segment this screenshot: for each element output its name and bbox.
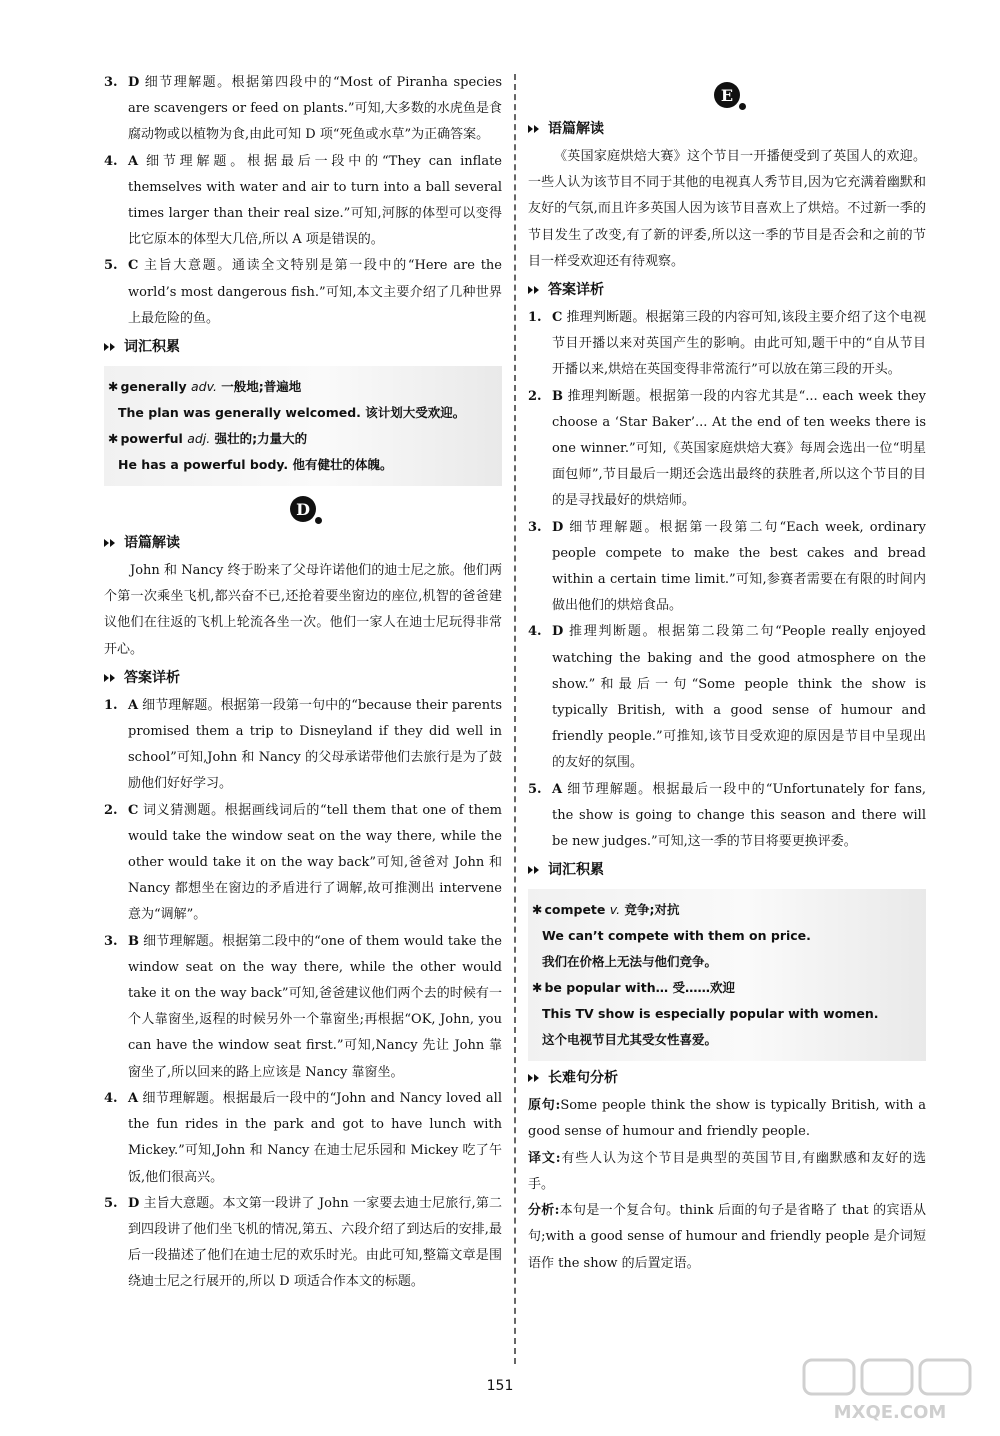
answer-explanation: 词义猜测题。根据画线词后的“tell them that one of them would take the window seat on the way there, while the other would take it on the way back”可知,爸爸对 John 和 Nancy 都想坐在窗边的矛盾进行了调解,故可推测出 intervene 意为“调解”。 xyxy=(128,802,502,923)
answer-explanation: 细节理解题。根据第二段中的“one of them would take the window seat on the way there, while the other would take it on the way back”可知,爸爸建议他们两个去的时候有一个人靠窗坐,返程的时候另外一个靠窗坐;再根据“OK, John, you can have the window seat first.”可知,Nancy 先让 John 靠窗坐了,所以回来的路上应该是 Nancy 靠窗坐。 xyxy=(128,933,502,1080)
page-number: 151 xyxy=(486,1378,514,1394)
column-divider xyxy=(514,74,516,1364)
analysis-text: 本句是一个复合句。think 后面的句子是省略了 that 的宾语从句;with a good sense of humour and friendly people 是介词短语作 the show 的后置定语。 xyxy=(528,1203,926,1271)
watermark-logo xyxy=(800,1356,980,1426)
answer-item xyxy=(104,253,502,332)
answer-letter: A xyxy=(552,781,563,797)
section-title-analysis xyxy=(528,1065,926,1091)
section-title-reading xyxy=(104,530,502,556)
answer-item xyxy=(528,515,926,620)
answer-letter: C xyxy=(552,310,563,326)
asterisk-icon: ✱ xyxy=(108,431,119,447)
vocab-example: This TV show is especially popular with women. xyxy=(542,1006,879,1022)
passage-badge-d xyxy=(290,496,316,522)
section-title-vocab xyxy=(104,334,502,360)
vocab-box xyxy=(528,889,926,1061)
vocab-pos: adv. xyxy=(190,379,217,395)
item-number: 4. xyxy=(528,624,542,640)
answer-explanation: 主旨大意题。本文第一段讲了 John 一家要去迪士尼旅行,第二到四段讲了他们坐飞机的情况,第五、六段介绍了到达后的安排,最后一段描述了他们在迪士尼的欢乐时光。由此可知,整篇文章是围绕迪士尼之行展开的,所以 D 项适合作本文的标题。 xyxy=(128,1195,502,1290)
answer-letter: A xyxy=(128,697,139,713)
section-title-label: 长难句分析 xyxy=(548,1070,618,1087)
analysis-explanation xyxy=(528,1198,926,1277)
answer-item xyxy=(528,777,926,856)
answer-item xyxy=(528,305,926,384)
analysis-text: 有些人认为这个节目是典型的英国节目,有幽默感和友好的选手。 xyxy=(528,1150,926,1192)
answer-item xyxy=(104,1191,502,1296)
section-title-reading xyxy=(528,116,926,142)
analysis-original xyxy=(528,1093,926,1145)
vocab-entry xyxy=(532,975,920,1001)
answer-item xyxy=(104,693,502,798)
watermark-text: MXQE.COM xyxy=(833,1402,947,1423)
vocab-meaning: 受……欢迎 xyxy=(672,980,735,996)
vocab-entry xyxy=(108,374,496,400)
item-number: 3. xyxy=(104,933,118,949)
section-title-answers xyxy=(104,665,502,691)
item-number: 5. xyxy=(528,781,542,797)
section-title-label: 答案详析 xyxy=(548,282,604,299)
badge-letter: E xyxy=(720,85,734,105)
vocab-word: generally xyxy=(120,379,187,395)
answer-letter: A xyxy=(128,153,139,169)
answer-explanation: 细节理解题。根据最后一段中的“John and Nancy loved all the fun rides in the park and got to have lunch with Mickey.”可知,John 和 Nancy 在迪士尼乐园和 Mickey 吃了午饭,他们很高兴。 xyxy=(128,1090,502,1185)
double-arrow-icon xyxy=(528,865,542,875)
passage-badge-e xyxy=(714,82,740,108)
answer-explanation: 推理判断题。根据第三段的内容可知,该段主要介绍了这个电视节目开播以来对英国产生的影响。由此可知,题干中的“自从节目开播以来,烘焙在英国变得非常流行”可以放在第三段的开头。 xyxy=(552,310,926,378)
vocab-box xyxy=(104,366,502,486)
badge-letter: D xyxy=(296,499,310,519)
answer-item xyxy=(104,929,502,1086)
item-number: 4. xyxy=(104,1090,118,1106)
analysis-label: 分析: xyxy=(528,1203,560,1219)
section-title-vocab xyxy=(528,857,926,883)
vocab-word: compete xyxy=(544,902,606,918)
item-number: 2. xyxy=(104,802,118,818)
item-number: 5. xyxy=(104,1195,118,1211)
vocab-word: powerful xyxy=(120,431,183,447)
right-column xyxy=(528,70,926,1277)
section-title-label: 语篇解读 xyxy=(124,535,180,552)
vocab-entry xyxy=(108,426,496,452)
vocab-meaning: 强壮的;力量大的 xyxy=(214,431,308,447)
double-arrow-icon xyxy=(528,285,542,295)
analysis-translation xyxy=(528,1146,926,1198)
double-arrow-icon xyxy=(528,124,542,134)
double-arrow-icon xyxy=(104,538,118,548)
reading-summary: 《英国家庭烘焙大赛》这个节目一开播便受到了英国人的欢迎。一些人认为该节目不同于其他的电视真人秀节目,因为它充满着幽默和友好的气氛,而且许多英国人因为该节目喜欢上了烘焙。不过新一季的节目发生了改变,有了新的评委,所以这一季的节目是否会和之前的节目一样受欢迎还有待观察。 xyxy=(528,149,926,269)
answer-item xyxy=(104,798,502,929)
answer-explanation: 细节理解题。根据第一段第一句中的“because their parents promised them a trip to Disneyland if they did well in school”可知,John 和 Nancy 的父母承诺带他们去旅行是为了鼓励他们好好学习。 xyxy=(128,697,502,792)
answer-letter: D xyxy=(552,624,564,640)
section-title-label: 词汇积累 xyxy=(548,862,604,879)
vocab-meaning: 一般地;普遍地 xyxy=(221,379,302,395)
answer-explanation: 推理判断题。根据第二段第二句“People really enjoyed watching the baking and the good atmosphere on the show.”和最后一句“Some people think the show is typically British, with a good sense of humour and friendly people.”可推知,该节目受欢迎的原因是节目中呈现出的友好的氛围。 xyxy=(552,624,926,771)
vocab-example: We can’t compete with them on price. xyxy=(542,928,811,944)
answer-explanation: 细节理解题。根据第四段中的“Most of Piranha species are scavengers or feed on plants.”可知,大多数的水虎鱼是食腐动物或以植物为食,由此可知 D 项“死鱼或水草”为正确答案。 xyxy=(128,75,502,143)
answer-explanation: 推理判断题。根据第一段的内容尤其是“... each week they choose a ‘Star Baker’... At the end of ten weeks there is one winner.”可知,《英国家庭烘焙大赛》每周会选出一位“明星面包师”,节目最后一期还会选出最终的获胜者,所以这个节目的目的是寻找最好的烘焙师。 xyxy=(552,388,926,509)
answer-explanation: 细节理解题。根据最后一段中的“They can inflate themselves with water and air to turn into a ball several times larger than their real size.”可知,河豚的体型可以变得比它原本的体型大几倍,所以 A 项是错误的。 xyxy=(128,153,502,248)
analysis-label: 译文: xyxy=(528,1150,561,1166)
section-title-answers xyxy=(528,277,926,303)
vocab-example-translation: 这个电视节目尤其受女性喜爱。 xyxy=(542,1032,718,1048)
answer-item xyxy=(104,149,502,254)
item-number: 3. xyxy=(528,519,542,535)
left-column xyxy=(104,70,502,1296)
vocab-word: be popular with… xyxy=(544,980,669,996)
vocab-example: The plan was generally welcomed. 该计划大受欢迎。 xyxy=(118,405,466,421)
vocab-example-translation: 我们在价格上无法与他们竞争。 xyxy=(542,954,718,970)
vocab-meaning: 竞争;对抗 xyxy=(624,902,680,918)
answer-letter: D xyxy=(128,1195,140,1211)
answer-letter: C xyxy=(128,802,139,818)
answer-explanation: 细节理解题。根据最后一段中的“Unfortunately for fans, the show is going to change this season and there will be new judges.”可知,这一季的节目将要更换评委。 xyxy=(552,781,926,850)
reading-summary: John 和 Nancy 终于盼来了父母许诺他们的迪士尼之旅。他们两个第一次乘坐飞机,都兴奋不已,还抢着要坐窗边的座位,机智的爸爸建议他们在往返的飞机上轮流各坐一次。他们一家人在迪士尼玩得非常开心。 xyxy=(104,563,502,657)
answer-letter: D xyxy=(128,75,140,90)
section-title-label: 词汇积累 xyxy=(124,339,180,356)
answer-letter: B xyxy=(128,933,139,949)
vocab-pos: v. xyxy=(609,902,621,918)
item-number: 1. xyxy=(104,697,118,713)
item-number: 5. xyxy=(104,258,118,274)
answer-explanation: 细节理解题。根据第一段第二句“Each week, ordinary people compete to make the best cakes and bread within a certain time limit.”可知,参赛者需要在有限的时间内做出他们的烘焙食品。 xyxy=(552,519,926,614)
section-title-label: 语篇解读 xyxy=(548,121,604,137)
double-arrow-icon xyxy=(104,673,118,683)
vocab-entry xyxy=(532,897,920,923)
analysis-label: 原句: xyxy=(528,1098,561,1114)
double-arrow-icon xyxy=(104,342,118,352)
asterisk-icon: ✱ xyxy=(108,379,119,395)
item-number: 2. xyxy=(528,388,542,404)
item-number: 1. xyxy=(528,310,542,326)
asterisk-icon: ✱ xyxy=(532,980,543,996)
vocab-example: He has a powerful body. 他有健壮的体魄。 xyxy=(118,457,393,473)
answer-item xyxy=(528,384,926,515)
double-arrow-icon xyxy=(528,1073,542,1083)
section-title-label: 答案详析 xyxy=(124,669,180,686)
answer-explanation: 主旨大意题。通读全文特别是第一段中的“Here are the world’s most dangerous fish.”可知,本文主要介绍了几种世界上最危险的鱼。 xyxy=(128,258,502,326)
analysis-text: Some people think the show is typically British, with a good sense of humour and friendly people. xyxy=(528,1098,926,1140)
answer-item xyxy=(528,619,926,776)
answer-item xyxy=(104,1086,502,1191)
asterisk-icon: ✱ xyxy=(532,902,543,918)
answer-letter: A xyxy=(128,1090,139,1106)
answer-item xyxy=(104,70,502,149)
answer-letter: C xyxy=(128,258,139,274)
item-number: 4. xyxy=(104,153,118,169)
item-number: 3. xyxy=(104,75,118,90)
vocab-pos: adj. xyxy=(187,431,211,447)
answer-letter: B xyxy=(552,388,563,404)
answer-letter: D xyxy=(552,519,564,535)
